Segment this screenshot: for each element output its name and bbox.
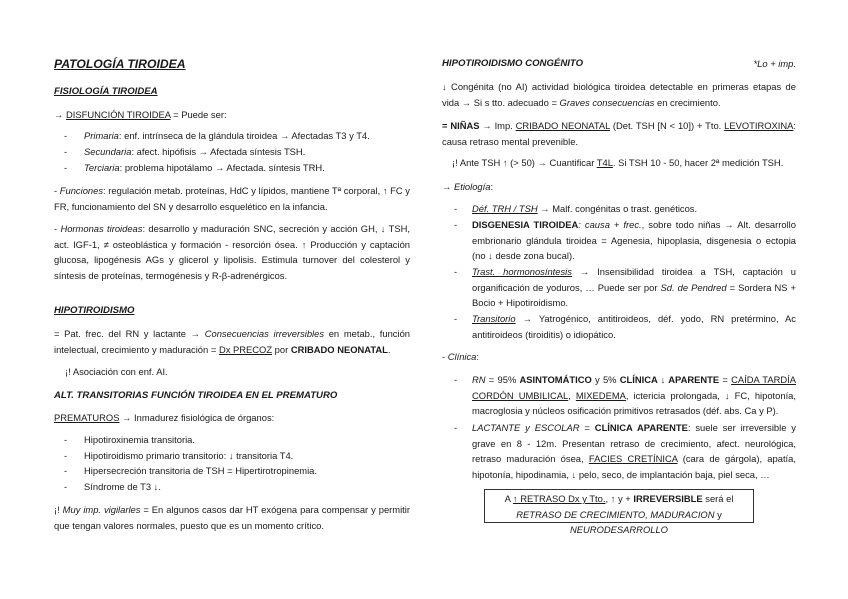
ante-tsh-note: ¡! Ante TSH ↑ (> 50) → Cuantificar T4L. Si TSH 10 - 50, hacer 2ª medición TSH. xyxy=(452,157,784,168)
list-item: - LACTANTE y ESCOLAR = CLÍNICA APARENTE: suele ser irreversible y grave en 8 - 12m. Presentan retraso de crecimiento, afect. neurológica, retraso maduración ósea, FACIES CRETÍNICA (cara de gárgola), apatía, hipotonía, hipodinamia, ↓ pelo, seco, de implantación baja, piel seca, … xyxy=(454,422,796,480)
page-title: PATOLOGÍA TIROIDEA xyxy=(54,57,186,71)
lo-imp-note: *Lo + imp. xyxy=(753,58,796,69)
funciones-paragraph: - Funciones: regulación metab. proteínas, HdC y lípidos, mantiene Tª corporal, ↑ FC y FR, funcionamiento del SN y desarrollo esquelético en la infancia. xyxy=(54,185,410,212)
asociacion-note: ¡! Asociación con enf. AI. xyxy=(65,366,168,377)
list-item: - DISGENESIA TIROIDEA: causa + frec., sobre todo niñas → Alt. desarrollo embrionario glándula tiroidea = Agenesia, hipoplasia, disgenesia o ectopia (no ↓ desde zona bucal). xyxy=(454,219,796,261)
list-item: - RN = 95% ASINTOMÁTICO y 5% CLÍNICA ↓ APARENTE = CAÍDA TARDÍA CORDÓN UMBILICAL, MIXEDEMA, ictericia prolongada, ↓ FC, hipotonía, macroglosia y núcleos osificación primitivos retrasados (déf. abs. Ca y P). xyxy=(454,374,796,416)
vigilar-paragraph: ¡! Muy imp. vigilarles = En algunos casos dar HT exógena para compensar y permitir que tengan valores normales, puesto que es un momento crítico. xyxy=(54,504,410,531)
clinica-heading: - Clínica: xyxy=(442,351,479,362)
congenito-paragraph: ↓ Congénita (no AI) actividad biológica tiroidea detectable en primeras etapas de vida → Si s tto. adecuado = Graves consecuencias en crecimiento. xyxy=(442,81,796,108)
list-item: - Transitorio → Yatrogénico, antitiroideos, déf. yodo, RN pretérmino, Ac antitiroideos (tiroiditis) o idiopático. xyxy=(454,313,796,340)
etiologia-heading: → Etiología: xyxy=(442,181,494,192)
retraso-callout-box: A ↑ RETRASO Dx y Tto., ↑ y + IRREVERSIBLE será el RETRASO DE CRECIMIENTO, MADURACION y NEURODESARROLLO xyxy=(484,489,754,523)
fisiologia-heading: FISIOLOGÍA TIROIDEA xyxy=(54,86,158,97)
hipotiroidismo-paragraph: = Pat. frec. del RN y lactante → Consecuencias irreversibles en metab., función intelectual, crecimiento y maduración = Dx PRECOZ por CRIBADO NEONATAL. xyxy=(54,328,410,355)
hormonas-paragraph: - Hormonas tiroideas: desarrollo y maduración SNC, secreción y acción GH, ↓ TSH, act. IGF-1, ≠ osteoblástica y formación - resorción ósea. ↑ Producción y captación glucosa, lipogénesis AGs y glicerol y lipolisis. Estimula turnover del colesterol y síntesis de proteínas, termogénesis y R-β-adrenérgicos. xyxy=(54,223,410,281)
prematuros-line: PREMATUROS → Inmadurez fisiológica de órganos: xyxy=(54,412,275,423)
congenito-heading: HIPOTIROIDISMO CONGÉNITO xyxy=(442,58,584,69)
hipotiroidismo-heading: HIPOTIROIDISMO xyxy=(54,305,135,316)
ninas-paragraph: = NIÑAS → Imp. CRIBADO NEONATAL (Det. TSH [N < 10]) + Tto. LEVOTIROXINA: causa retraso mental prevenible. xyxy=(442,120,797,147)
disfuncion-line: → DISFUNCIÓN TIROIDEA = Puede ser: xyxy=(54,109,227,120)
alteraciones-heading: ALT. TRANSITORIAS FUNCIÓN TIROIDEA EN EL PREMATURO xyxy=(54,390,338,401)
list-item: - Trast. hormonosíntesis → Insensibilidad tiroidea a TSH, captación u organificación de yoduros, … Puede ser por Sd. de Pendred = Sordera NS + Bocio + Hipotiroidismo. xyxy=(454,266,797,308)
